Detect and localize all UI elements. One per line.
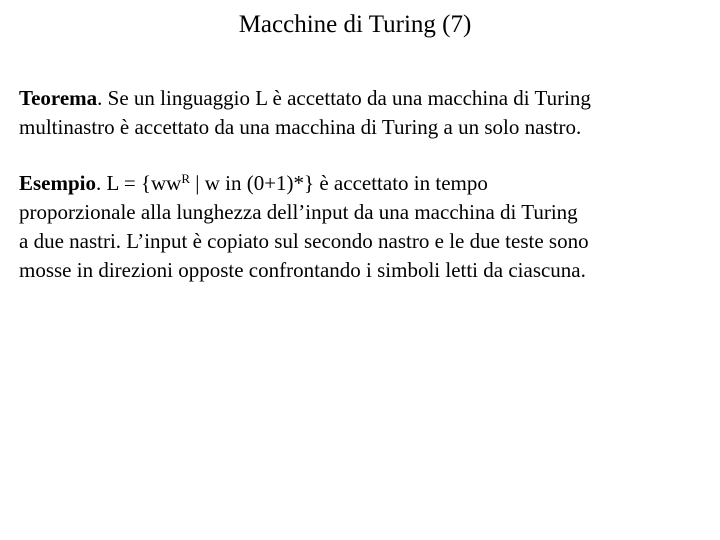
reverse-superscript: R — [181, 171, 190, 186]
example-line-2: proporzionale alla lunghezza dell’input da una macchina di Turing — [19, 200, 578, 224]
example-paragraph — [19, 169, 699, 285]
example-term: Esempio — [19, 171, 97, 195]
theorem-text-1: . Se un linguaggio L è accettato da una macchina di Turing — [97, 86, 591, 110]
example-line-1 — [19, 169, 699, 198]
theorem-paragraph — [19, 84, 699, 142]
slide-title: Macchine di Turing (7) — [238, 11, 472, 38]
theorem-line-1 — [19, 84, 699, 113]
example-line-4: mosse in direzioni opposte confrontando i simboli letti da ciascuna. — [19, 258, 586, 282]
theorem-term: Teorema — [19, 86, 98, 110]
theorem-line-2: multinastro è accettato da una macchina di Turing a un solo nastro. — [19, 115, 582, 139]
example-line-3: a due nastri. L’input è copiato sul secondo nastro e le due teste sono — [19, 229, 589, 253]
example-text-1b: | w in (0+1)*} è accettato in tempo — [190, 171, 488, 195]
example-text-1a: . L = {ww — [96, 171, 182, 195]
